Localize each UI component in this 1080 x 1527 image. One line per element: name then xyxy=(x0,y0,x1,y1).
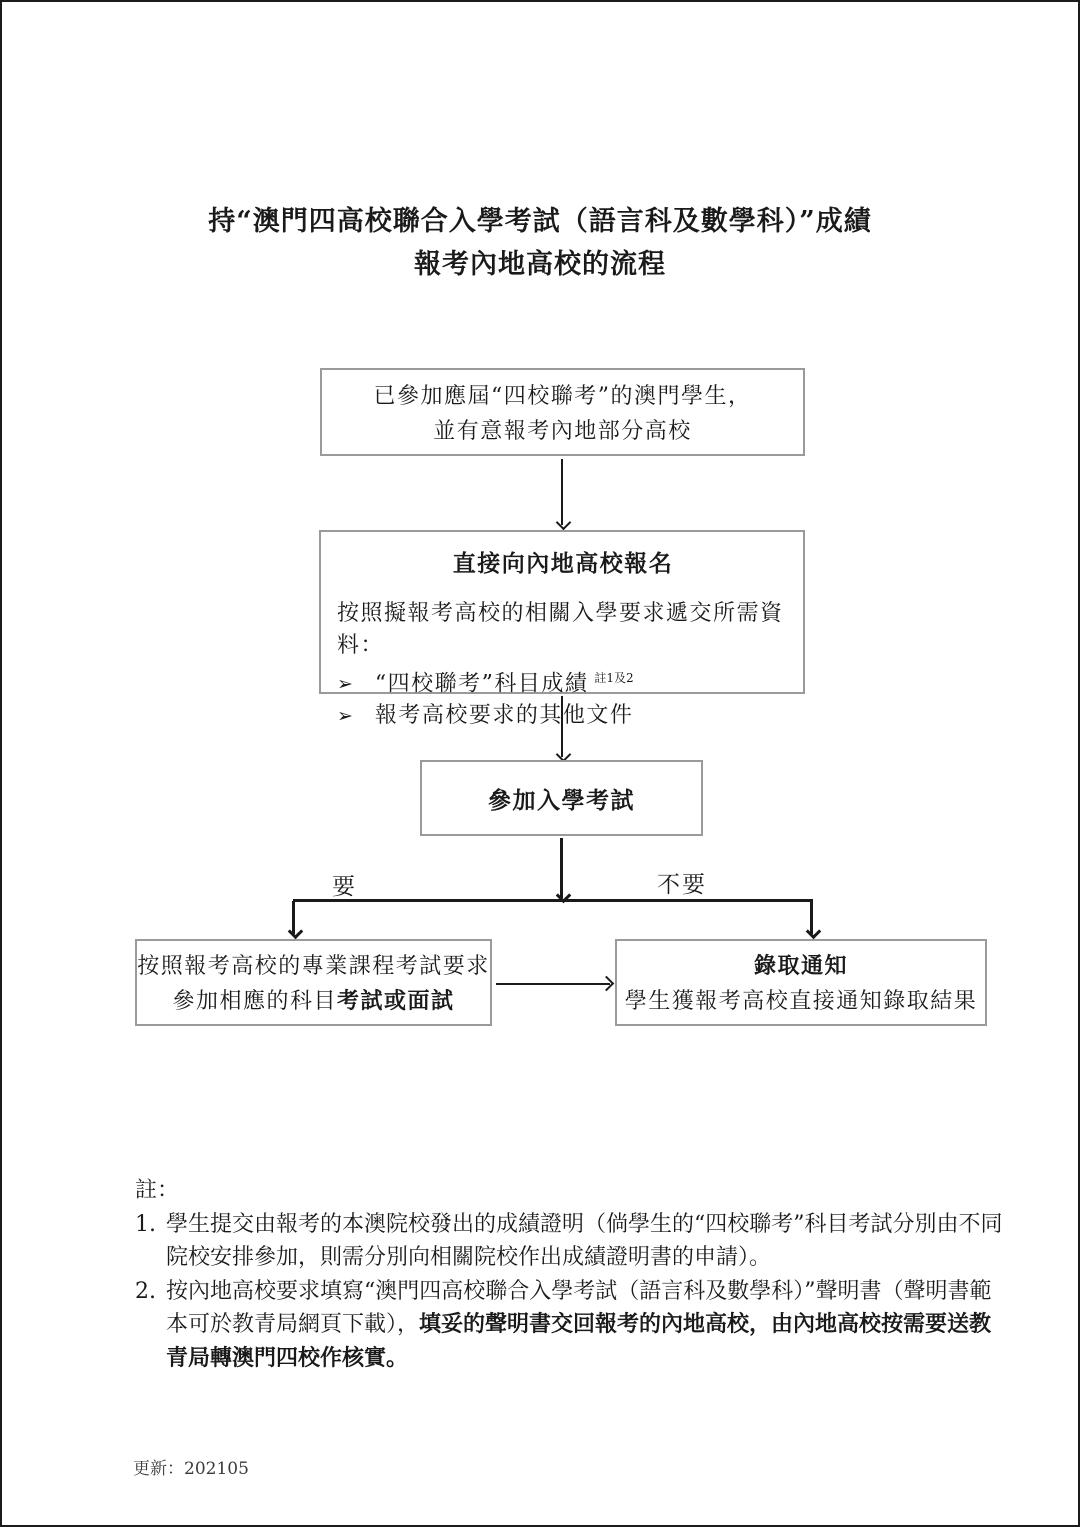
notes-label: 註： xyxy=(135,1178,180,1203)
flow-box-admission-title: 錄取通知 xyxy=(753,953,848,979)
page-title xyxy=(2,200,1078,286)
arrowhead-down-icon xyxy=(555,515,571,531)
flow-box-subject-line2-bold: 考試或面試 xyxy=(337,988,455,1014)
flow-box-start-line2: 並有意報考內地部分高校 xyxy=(433,419,692,444)
flow-box-start xyxy=(320,368,805,456)
flow-box-subject-line1: 按照報考高校的專業課程考試要求 xyxy=(137,954,490,979)
branch-no-label: 不要 xyxy=(657,872,707,898)
flow-box-subject-exam xyxy=(135,939,492,1026)
flow-box-apply xyxy=(319,530,805,729)
arrowhead-down-icon xyxy=(806,924,822,940)
note-1-number: 1. xyxy=(135,1211,156,1237)
arrowhead-right-icon xyxy=(599,976,615,992)
flow-box-admission xyxy=(615,939,987,1026)
branch-stem-arrow xyxy=(560,838,563,898)
flow-box-apply-title: 直接向內地高校報名 xyxy=(452,550,674,577)
note-2-number: 2. xyxy=(135,1278,156,1304)
arrow-right-connector xyxy=(496,983,610,985)
branch-right-arrow xyxy=(810,901,813,934)
branch-left-arrow xyxy=(292,901,295,934)
flow-box-start-line1: 已參加應屆“四校聯考”的澳門學生， xyxy=(373,384,752,409)
flow-box-apply-bullet1 xyxy=(337,662,789,700)
bullet2-text: 報考高校要求的其他文件 xyxy=(374,703,634,729)
page-title-line2: 報考內地高校的流程 xyxy=(414,249,666,280)
note-item-1 xyxy=(135,1208,1009,1275)
note-2-text: 按內地高校要求填寫“澳門四高校聯合入學考試（語言科及數學科）”聲明書（聲明書範本可於教青局網頁下載）， xyxy=(166,1278,992,1337)
update-date-label: 更新：202105 xyxy=(133,1459,249,1479)
branch-horizontal-line xyxy=(293,899,813,902)
flow-box-apply-intro: 按照擬報考高校的相關入學要求遞交所需資料： xyxy=(337,601,784,658)
arrow-down-1 xyxy=(561,459,563,525)
note-1-text: 學生提交由報考的本澳院校發出的成績證明（倘學生的“四校聯考”科目考試分別由不同院校安排參加，則需分別向相關院校作出成績證明書的申請）。 xyxy=(166,1211,1003,1270)
flow-box-exam xyxy=(420,760,703,836)
notes-section xyxy=(135,1174,1009,1375)
bullet1-text: “四校聯考”科目成績 xyxy=(374,671,589,697)
flow-box-exam-title: 參加入學考試 xyxy=(488,786,635,814)
arrowhead-down-icon xyxy=(288,924,304,940)
flow-box-subject-line2: 參加相應的科目 xyxy=(172,989,337,1014)
flow-box-apply-bullet2 xyxy=(337,700,789,732)
branch-yes-label: 要 xyxy=(332,874,357,900)
bullet-arrow-icon: ➢ xyxy=(337,705,353,728)
note-2-text-bold: 填妥的聲明書交回報考的內地高校，由內地高校按需要送教青局轉澳門四校作核實。 xyxy=(166,1311,992,1371)
bullet-arrow-icon: ➢ xyxy=(337,673,353,696)
bullet1-note-superscript: 註1及2 xyxy=(594,671,634,685)
arrow-down-2 xyxy=(561,696,563,757)
note-item-2 xyxy=(135,1275,1009,1376)
flow-box-admission-line2: 學生獲報考高校直接通知錄取結果 xyxy=(624,989,978,1014)
page-title-line1: 持“澳門四高校聯合入學考試（語言科及數學科）”成績 xyxy=(208,206,872,237)
